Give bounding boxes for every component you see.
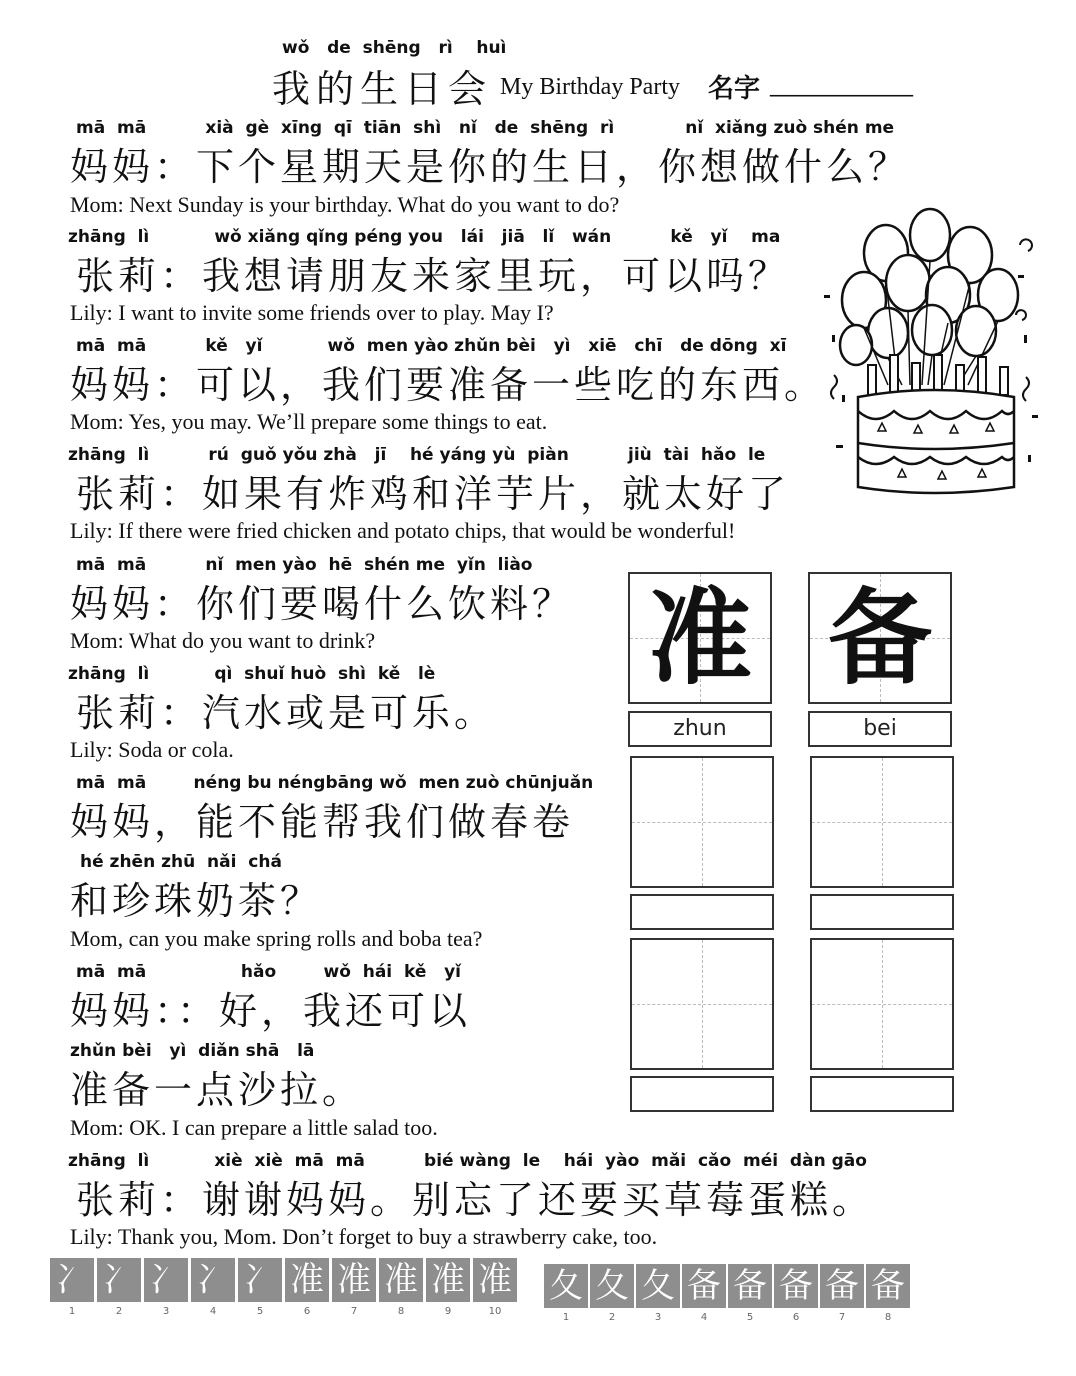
stroke-number: 10 xyxy=(488,1306,502,1317)
grid-line xyxy=(702,758,703,886)
stroke-number: 2 xyxy=(608,1312,616,1323)
stroke-number: 5 xyxy=(746,1312,754,1323)
line-4-english: Lily: If there were fried chicken and potato chips, that would be wonderful! xyxy=(70,518,736,543)
line-8-chinese-cont: 准备一点沙拉。 xyxy=(70,1068,365,1112)
name-label: 名字 xyxy=(708,74,761,104)
writing-box[interactable] xyxy=(810,938,954,1070)
page-title-english: My Birthday Party xyxy=(500,74,680,100)
stroke-frame: 准 xyxy=(379,1258,423,1302)
writing-label-box[interactable] xyxy=(630,894,774,930)
stroke-frame: 冫 xyxy=(50,1258,94,1302)
line-5-english: Mom: What do you want to drink? xyxy=(70,628,376,653)
stroke-frame: 夂 xyxy=(636,1264,680,1308)
stroke-number: 3 xyxy=(162,1306,170,1317)
line-5-pinyin: mā mā nǐ men yào hē shén me yǐn liào xyxy=(76,555,533,575)
stroke-frame: 冫 xyxy=(144,1258,188,1302)
line-1-pinyin: mā mā xià gè xīng qī tiān shì nǐ de shēng rì nǐ xiǎng zuò shén me xyxy=(76,118,895,138)
stroke-number: 8 xyxy=(397,1306,405,1317)
writing-label-box[interactable] xyxy=(810,894,954,930)
line-2-chinese: 张莉：我想请朋友来家里玩，可以吗？ xyxy=(76,254,791,298)
stroke-number: 8 xyxy=(884,1312,892,1323)
stroke-frame: 准 xyxy=(285,1258,329,1302)
line-4-chinese: 张莉：如果有炸鸡和洋芋片，就太好了 xyxy=(76,472,791,516)
line-1-english: Mom: Next Sunday is your birthday. What do you want to do? xyxy=(70,192,620,217)
stroke-number: 7 xyxy=(838,1312,846,1323)
stroke-number: 1 xyxy=(68,1306,76,1317)
stroke-frame: 冫 xyxy=(238,1258,282,1302)
stroke-frame: 准 xyxy=(473,1258,517,1302)
line-4-pinyin: zhāng lì rú guǒ yǒu zhà jī hé yáng yù piàn jiù tài hǎo le xyxy=(68,445,766,465)
stroke-frame: 备 xyxy=(820,1264,864,1308)
stroke-frame: 备 xyxy=(774,1264,818,1308)
stroke-frame: 冫 xyxy=(191,1258,235,1302)
line-7-chinese-cont: 和珍珠奶茶？ xyxy=(70,879,323,923)
stroke-order-zhun xyxy=(50,1258,522,1328)
writing-box[interactable] xyxy=(630,756,774,888)
practice-box-zhun xyxy=(628,572,772,704)
stroke-number: 3 xyxy=(654,1312,662,1323)
line-6-pinyin: zhāng lì qì shuǐ huò shì kě lè xyxy=(68,664,436,684)
stroke-frame: 备 xyxy=(728,1264,772,1308)
line-5-chinese: 妈妈：你们要喝什么饮料？ xyxy=(70,582,575,626)
line-8-chinese: 妈妈：：好，我还可以 xyxy=(70,989,472,1033)
writing-label-box[interactable] xyxy=(630,1076,774,1112)
stroke-frame: 准 xyxy=(332,1258,376,1302)
grid-line xyxy=(702,940,703,1068)
stroke-order-bei xyxy=(544,1264,914,1330)
line-7-pinyin: mā mā néng bu néngbāng wǒ men zuò chūnjuǎn xyxy=(76,773,594,793)
stroke-number: 6 xyxy=(303,1306,311,1317)
page-title: 我的生日会 xyxy=(272,67,493,111)
grid-line xyxy=(882,940,883,1068)
line-7-pinyin-cont: hé zhēn zhū nǎi chá xyxy=(80,852,282,872)
stroke-number: 5 xyxy=(256,1306,264,1317)
model-char-zhun: 准 xyxy=(647,577,752,699)
line-9-english: Lily: Thank you, Mom. Don’t forget to buy a strawberry cake, too. xyxy=(70,1224,658,1249)
stroke-number: 4 xyxy=(700,1312,708,1323)
line-7-english: Mom, can you make spring rolls and boba tea? xyxy=(70,926,483,951)
line-8-english: Mom: OK. I can prepare a little salad too. xyxy=(70,1115,438,1140)
line-9-pinyin: zhāng lì xiè xiè mā mā bié wàng le hái yào mǎi cǎo méi dàn gāo xyxy=(68,1151,867,1171)
stroke-frame: 夂 xyxy=(544,1264,588,1308)
line-2-pinyin: zhāng lì wǒ xiǎng qǐng péng you lái jiā lǐ wán kě yǐ ma xyxy=(68,227,781,247)
line-2-english: Lily: I want to invite some friends over to play. May I? xyxy=(70,300,554,325)
stroke-number: 7 xyxy=(350,1306,358,1317)
practice-box-bei xyxy=(808,572,952,704)
pinyin-label-zhun: zhun xyxy=(628,711,772,747)
stroke-frame: 备 xyxy=(682,1264,726,1308)
stroke-number: 4 xyxy=(209,1306,217,1317)
line-3-chinese: 妈妈：可以，我们要准备一些吃的东西。 xyxy=(70,363,827,407)
model-char-bei: 备 xyxy=(827,577,932,699)
stroke-frame: 准 xyxy=(426,1258,470,1302)
title-pinyin: wǒ de shēng rì huì xyxy=(282,38,507,58)
stroke-number: 9 xyxy=(444,1306,452,1317)
stroke-frame: 夂 xyxy=(590,1264,634,1308)
line-1-chinese: 妈妈：下个星期天是你的生日，你想做什么？ xyxy=(70,145,911,189)
line-9-chinese: 张莉：谢谢妈妈。别忘了还要买草莓蛋糕。 xyxy=(76,1178,875,1222)
line-8-pinyin-cont: zhǔn bèi yì diǎn shā lā xyxy=(70,1041,315,1061)
line-6-chinese: 张莉：汽水或是可乐。 xyxy=(76,691,497,735)
name-field[interactable]: _____________ xyxy=(770,72,913,97)
stroke-number: 2 xyxy=(115,1306,123,1317)
line-7-chinese: 妈妈，能不能帮我们做春卷 xyxy=(70,800,575,844)
grid-line xyxy=(882,758,883,886)
writing-box[interactable] xyxy=(630,938,774,1070)
line-3-pinyin: mā mā kě yǐ wǒ men yào zhǔn bèi yì xiē chī de dōng xī xyxy=(76,336,787,356)
birthday-cake-illustration xyxy=(818,205,1048,497)
line-3-english: Mom: Yes, you may. We’ll prepare some things to eat. xyxy=(70,409,548,434)
stroke-frame: 冫 xyxy=(97,1258,141,1302)
writing-box[interactable] xyxy=(810,756,954,888)
line-6-english: Lily: Soda or cola. xyxy=(70,737,234,762)
pinyin-label-bei: bei xyxy=(808,711,952,747)
stroke-frame: 备 xyxy=(866,1264,910,1308)
stroke-number: 1 xyxy=(562,1312,570,1323)
stroke-number: 6 xyxy=(792,1312,800,1323)
writing-label-box[interactable] xyxy=(810,1076,954,1112)
line-8-pinyin: mā mā hǎo wǒ hái kě yǐ xyxy=(76,962,462,982)
